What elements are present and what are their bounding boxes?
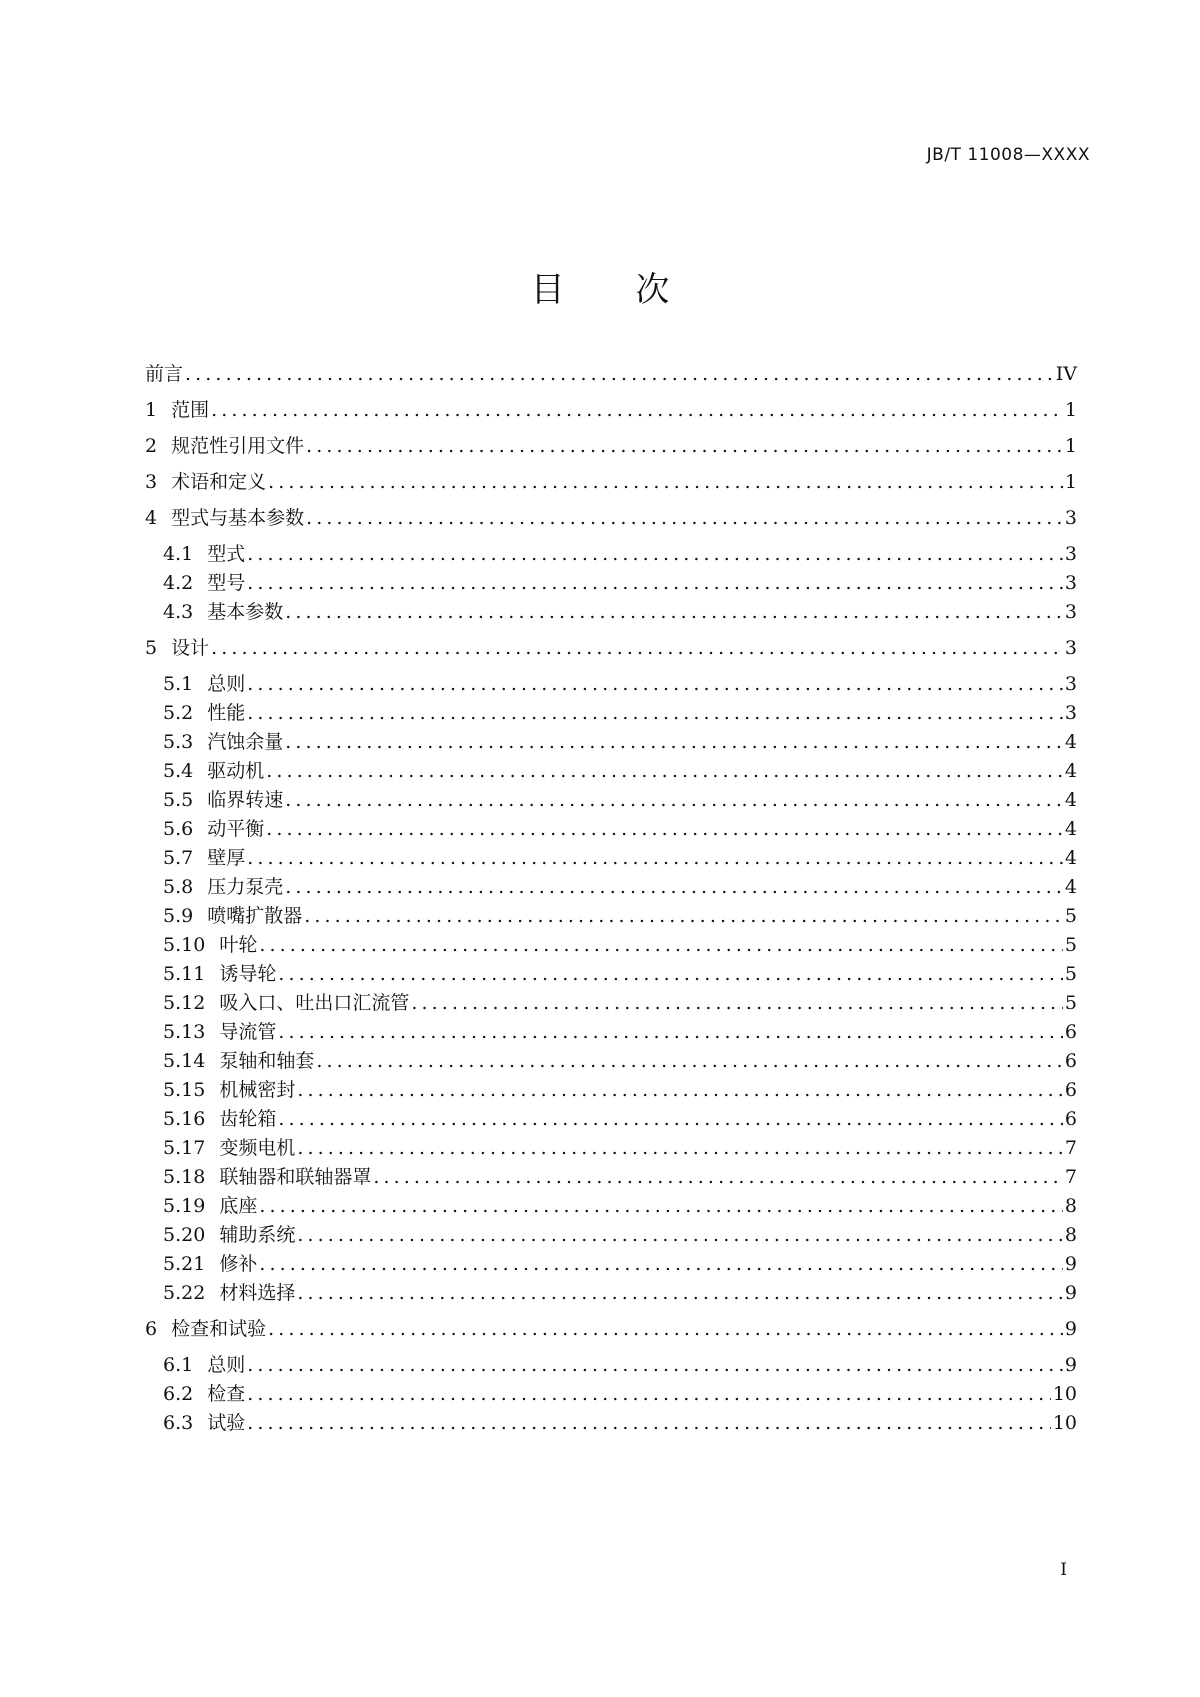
toc-entry-label: 联轴器和联轴器罩 xyxy=(219,1166,372,1188)
toc-entry-number: 6.1 xyxy=(163,1354,194,1376)
toc-entry-number: 6.3 xyxy=(163,1412,194,1434)
toc-entry-number: 4 xyxy=(145,507,158,529)
toc-entry-label: 术语和定义 xyxy=(171,471,267,493)
toc-entry[interactable] xyxy=(163,786,1077,814)
toc-leader-dots xyxy=(259,1250,1063,1278)
toc-entry-label: 导流管 xyxy=(219,1021,277,1043)
toc-leader-dots xyxy=(306,504,1063,532)
toc-entry[interactable] xyxy=(163,728,1077,756)
toc-entry[interactable] xyxy=(163,1018,1077,1046)
toc-entry[interactable] xyxy=(163,1409,1077,1437)
toc-entry-label: 辅助系统 xyxy=(219,1224,296,1246)
toc-entry-page-number: 10 xyxy=(1052,1412,1077,1434)
toc-leader-dots xyxy=(297,1134,1063,1162)
toc-entry-page-number: 5 xyxy=(1064,934,1077,956)
toc-entry-label: 总则 xyxy=(207,1354,246,1376)
toc-entry-number: 5.13 xyxy=(163,1021,206,1043)
toc-entry-page-number: 6 xyxy=(1064,1079,1077,1101)
toc-entry-label: 变频电机 xyxy=(219,1137,296,1159)
toc-entry[interactable] xyxy=(163,1105,1077,1133)
toc-entry-page-number: 4 xyxy=(1064,847,1077,869)
toc-leader-dots xyxy=(297,1279,1063,1307)
toc-leader-dots xyxy=(278,960,1063,988)
toc-entry[interactable] xyxy=(163,1221,1077,1249)
toc-leader-dots xyxy=(185,360,1054,388)
toc-entry-page-number: 4 xyxy=(1064,818,1077,840)
toc-leader-dots xyxy=(211,634,1063,662)
toc-entry-label: 动平衡 xyxy=(207,818,265,840)
toc-entry[interactable] xyxy=(163,1192,1077,1220)
toc-entry-label: 驱动机 xyxy=(207,760,265,782)
toc-entry-label: 修补 xyxy=(219,1253,258,1275)
toc-entry-number: 5.7 xyxy=(163,847,194,869)
toc-entry[interactable] xyxy=(145,360,1077,388)
toc-entry[interactable] xyxy=(163,540,1077,568)
toc-entry-number: 4.1 xyxy=(163,543,194,565)
toc-entry-number: 5.8 xyxy=(163,876,194,898)
toc-entry-label: 范围 xyxy=(171,399,210,421)
toc-entry-page-number: 8 xyxy=(1064,1224,1077,1246)
toc-leader-dots xyxy=(304,902,1063,930)
toc-entry[interactable] xyxy=(163,815,1077,843)
toc-leader-dots xyxy=(247,569,1063,597)
toc-entry-number: 4.2 xyxy=(163,572,194,594)
toc-entry-label: 壁厚 xyxy=(207,847,246,869)
toc-leader-dots xyxy=(247,1409,1051,1437)
toc-leader-dots xyxy=(268,468,1063,496)
toc-entry-page-number: 10 xyxy=(1052,1383,1077,1405)
toc-entry-label: 型式与基本参数 xyxy=(171,507,305,529)
toc-leader-dots xyxy=(373,1163,1063,1191)
toc-leader-dots xyxy=(247,1351,1063,1379)
toc-entry-label: 压力泵壳 xyxy=(207,876,284,898)
page-title: 目 次 xyxy=(530,270,700,310)
toc-entry-page-number: 7 xyxy=(1064,1166,1077,1188)
toc-entry-page-number: 3 xyxy=(1064,601,1077,623)
toc-leader-dots xyxy=(259,931,1063,959)
toc-entry-page-number: 5 xyxy=(1064,963,1077,985)
toc-entry-page-number: 1 xyxy=(1064,435,1077,457)
toc-entry[interactable] xyxy=(163,931,1077,959)
toc-leader-dots xyxy=(268,1315,1063,1343)
toc-entry-number: 5.11 xyxy=(163,963,206,985)
toc-entry-number: 2 xyxy=(145,435,158,457)
toc-entry-page-number: 3 xyxy=(1064,673,1077,695)
toc-leader-dots xyxy=(306,432,1063,460)
toc-entry-label: 泵轴和轴套 xyxy=(219,1050,315,1072)
toc-entry-label: 前言 xyxy=(145,363,184,385)
toc-leader-dots xyxy=(285,873,1063,901)
toc-leader-dots xyxy=(297,1076,1063,1104)
toc-entry-page-number: 8 xyxy=(1064,1195,1077,1217)
toc-entry-label: 临界转速 xyxy=(207,789,284,811)
toc-entry-page-number: 9 xyxy=(1064,1282,1077,1304)
toc-entry-number: 5.1 xyxy=(163,673,194,695)
toc-entry[interactable] xyxy=(163,670,1077,698)
document-code: JB/T 11008—XXXX xyxy=(926,145,1090,165)
toc-entry-number: 5.4 xyxy=(163,760,194,782)
toc-entry-label: 设计 xyxy=(171,637,210,659)
toc-entry-page-number: 1 xyxy=(1064,399,1077,421)
toc-entry-label: 型号 xyxy=(207,572,246,594)
toc-entry[interactable] xyxy=(163,1047,1077,1075)
toc-leader-dots xyxy=(247,699,1063,727)
toc-entry-number: 5 xyxy=(145,637,158,659)
toc-entry-number: 5.17 xyxy=(163,1137,206,1159)
toc-entry-number: 5.2 xyxy=(163,702,194,724)
toc-leader-dots xyxy=(259,1192,1063,1220)
toc-entry-label: 试验 xyxy=(207,1412,246,1434)
toc-entry[interactable] xyxy=(163,960,1077,988)
toc-entry-number: 5.9 xyxy=(163,905,194,927)
toc-entry-number: 5.19 xyxy=(163,1195,206,1217)
toc-entry[interactable] xyxy=(163,902,1077,930)
toc-entry-number: 5.12 xyxy=(163,992,206,1014)
toc-entry[interactable] xyxy=(145,1315,1077,1343)
toc-entry[interactable] xyxy=(163,598,1077,626)
toc-entry[interactable] xyxy=(163,1163,1077,1191)
toc-entry[interactable] xyxy=(163,1351,1077,1379)
toc-entry-number: 5.14 xyxy=(163,1050,206,1072)
toc-entry-page-number: 9 xyxy=(1064,1354,1077,1376)
toc-entry[interactable] xyxy=(163,1380,1077,1408)
toc-entry-page-number: 4 xyxy=(1064,760,1077,782)
toc-entry[interactable] xyxy=(163,1250,1077,1278)
toc-entry-number: 6 xyxy=(145,1318,158,1340)
toc-entry-number: 3 xyxy=(145,471,158,493)
toc-entry-label: 齿轮箱 xyxy=(219,1108,277,1130)
toc-leader-dots xyxy=(285,728,1063,756)
toc-entry-number: 4.3 xyxy=(163,601,194,623)
toc-entry-number: 5.5 xyxy=(163,789,194,811)
toc-entry-label: 性能 xyxy=(207,702,246,724)
toc-entry-number: 5.16 xyxy=(163,1108,206,1130)
toc-leader-dots xyxy=(247,540,1063,568)
toc-entry[interactable] xyxy=(145,396,1077,424)
toc-entry-number: 5.22 xyxy=(163,1282,206,1304)
toc-entry-label: 底座 xyxy=(219,1195,258,1217)
toc-entry-number: 6.2 xyxy=(163,1383,194,1405)
toc-leader-dots xyxy=(316,1047,1063,1075)
toc-entry-number: 1 xyxy=(145,399,158,421)
toc-leader-dots xyxy=(266,757,1063,785)
toc-entry[interactable] xyxy=(145,504,1077,532)
toc-entry-label: 基本参数 xyxy=(207,601,284,623)
toc-entry-number: 5.3 xyxy=(163,731,194,753)
toc-leader-dots xyxy=(411,989,1063,1017)
toc-entry-label: 检查 xyxy=(207,1383,246,1405)
toc-entry-page-number: 3 xyxy=(1064,702,1077,724)
toc-entry-page-number: 7 xyxy=(1064,1137,1077,1159)
toc-leader-dots xyxy=(266,815,1063,843)
toc-entry-number: 5.10 xyxy=(163,934,206,956)
toc-leader-dots xyxy=(285,786,1063,814)
toc-entry-page-number: 6 xyxy=(1064,1108,1077,1130)
toc-entry-page-number: 6 xyxy=(1064,1050,1077,1072)
toc-entry-page-number: 5 xyxy=(1064,905,1077,927)
toc-entry-label: 型式 xyxy=(207,543,246,565)
toc-entry-page-number: 9 xyxy=(1064,1318,1077,1340)
toc-entry-page-number: 4 xyxy=(1064,789,1077,811)
toc-entry[interactable] xyxy=(163,757,1077,785)
toc-entry[interactable] xyxy=(163,873,1077,901)
toc-entry[interactable] xyxy=(163,1279,1077,1307)
toc-entry[interactable] xyxy=(163,699,1077,727)
toc-entry-page-number: 1 xyxy=(1064,471,1077,493)
toc-leader-dots xyxy=(297,1221,1063,1249)
toc-entry-label: 吸入口、吐出口汇流管 xyxy=(219,992,410,1014)
toc-entry-number: 5.15 xyxy=(163,1079,206,1101)
toc-entry-label: 规范性引用文件 xyxy=(171,435,305,457)
toc-entry[interactable] xyxy=(145,432,1077,460)
toc-leader-dots xyxy=(247,844,1063,872)
toc-entry[interactable] xyxy=(145,634,1077,662)
toc-entry-number: 5.6 xyxy=(163,818,194,840)
page-number: I xyxy=(1060,1560,1067,1580)
toc-entry-page-number: 9 xyxy=(1064,1253,1077,1275)
toc-entry-label: 机械密封 xyxy=(219,1079,296,1101)
toc-entry-page-number: 5 xyxy=(1064,992,1077,1014)
toc-leader-dots xyxy=(247,670,1063,698)
toc-entry[interactable] xyxy=(163,844,1077,872)
toc-leader-dots xyxy=(247,1380,1051,1408)
toc-entry-page-number: 3 xyxy=(1064,572,1077,594)
toc-entry[interactable] xyxy=(163,569,1077,597)
toc-leader-dots xyxy=(278,1105,1063,1133)
toc-entry-page-number: 3 xyxy=(1064,543,1077,565)
toc-entry-page-number: 4 xyxy=(1064,876,1077,898)
toc-entry-label: 喷嘴扩散器 xyxy=(207,905,303,927)
toc-leader-dots xyxy=(278,1018,1063,1046)
toc-entry[interactable] xyxy=(163,1134,1077,1162)
toc-entry[interactable] xyxy=(145,468,1077,496)
toc-leader-dots xyxy=(285,598,1063,626)
toc-entry-page-number: 4 xyxy=(1064,731,1077,753)
toc-entry-page-number: IV xyxy=(1055,363,1077,385)
toc-entry-label: 汽蚀余量 xyxy=(207,731,284,753)
toc-entry-number: 5.21 xyxy=(163,1253,206,1275)
toc-entry[interactable] xyxy=(163,1076,1077,1104)
toc-entry-number: 5.18 xyxy=(163,1166,206,1188)
toc-entry-page-number: 6 xyxy=(1064,1021,1077,1043)
toc-entry[interactable] xyxy=(163,989,1077,1017)
toc-entry-number: 5.20 xyxy=(163,1224,206,1246)
toc-entry-label: 材料选择 xyxy=(219,1282,296,1304)
toc-entry-page-number: 3 xyxy=(1064,637,1077,659)
toc-entry-page-number: 3 xyxy=(1064,507,1077,529)
toc-entry-label: 总则 xyxy=(207,673,246,695)
toc-entry-label: 叶轮 xyxy=(219,934,258,956)
toc-entry-label: 诱导轮 xyxy=(219,963,277,985)
toc-leader-dots xyxy=(211,396,1063,424)
toc-entry-label: 检查和试验 xyxy=(171,1318,267,1340)
